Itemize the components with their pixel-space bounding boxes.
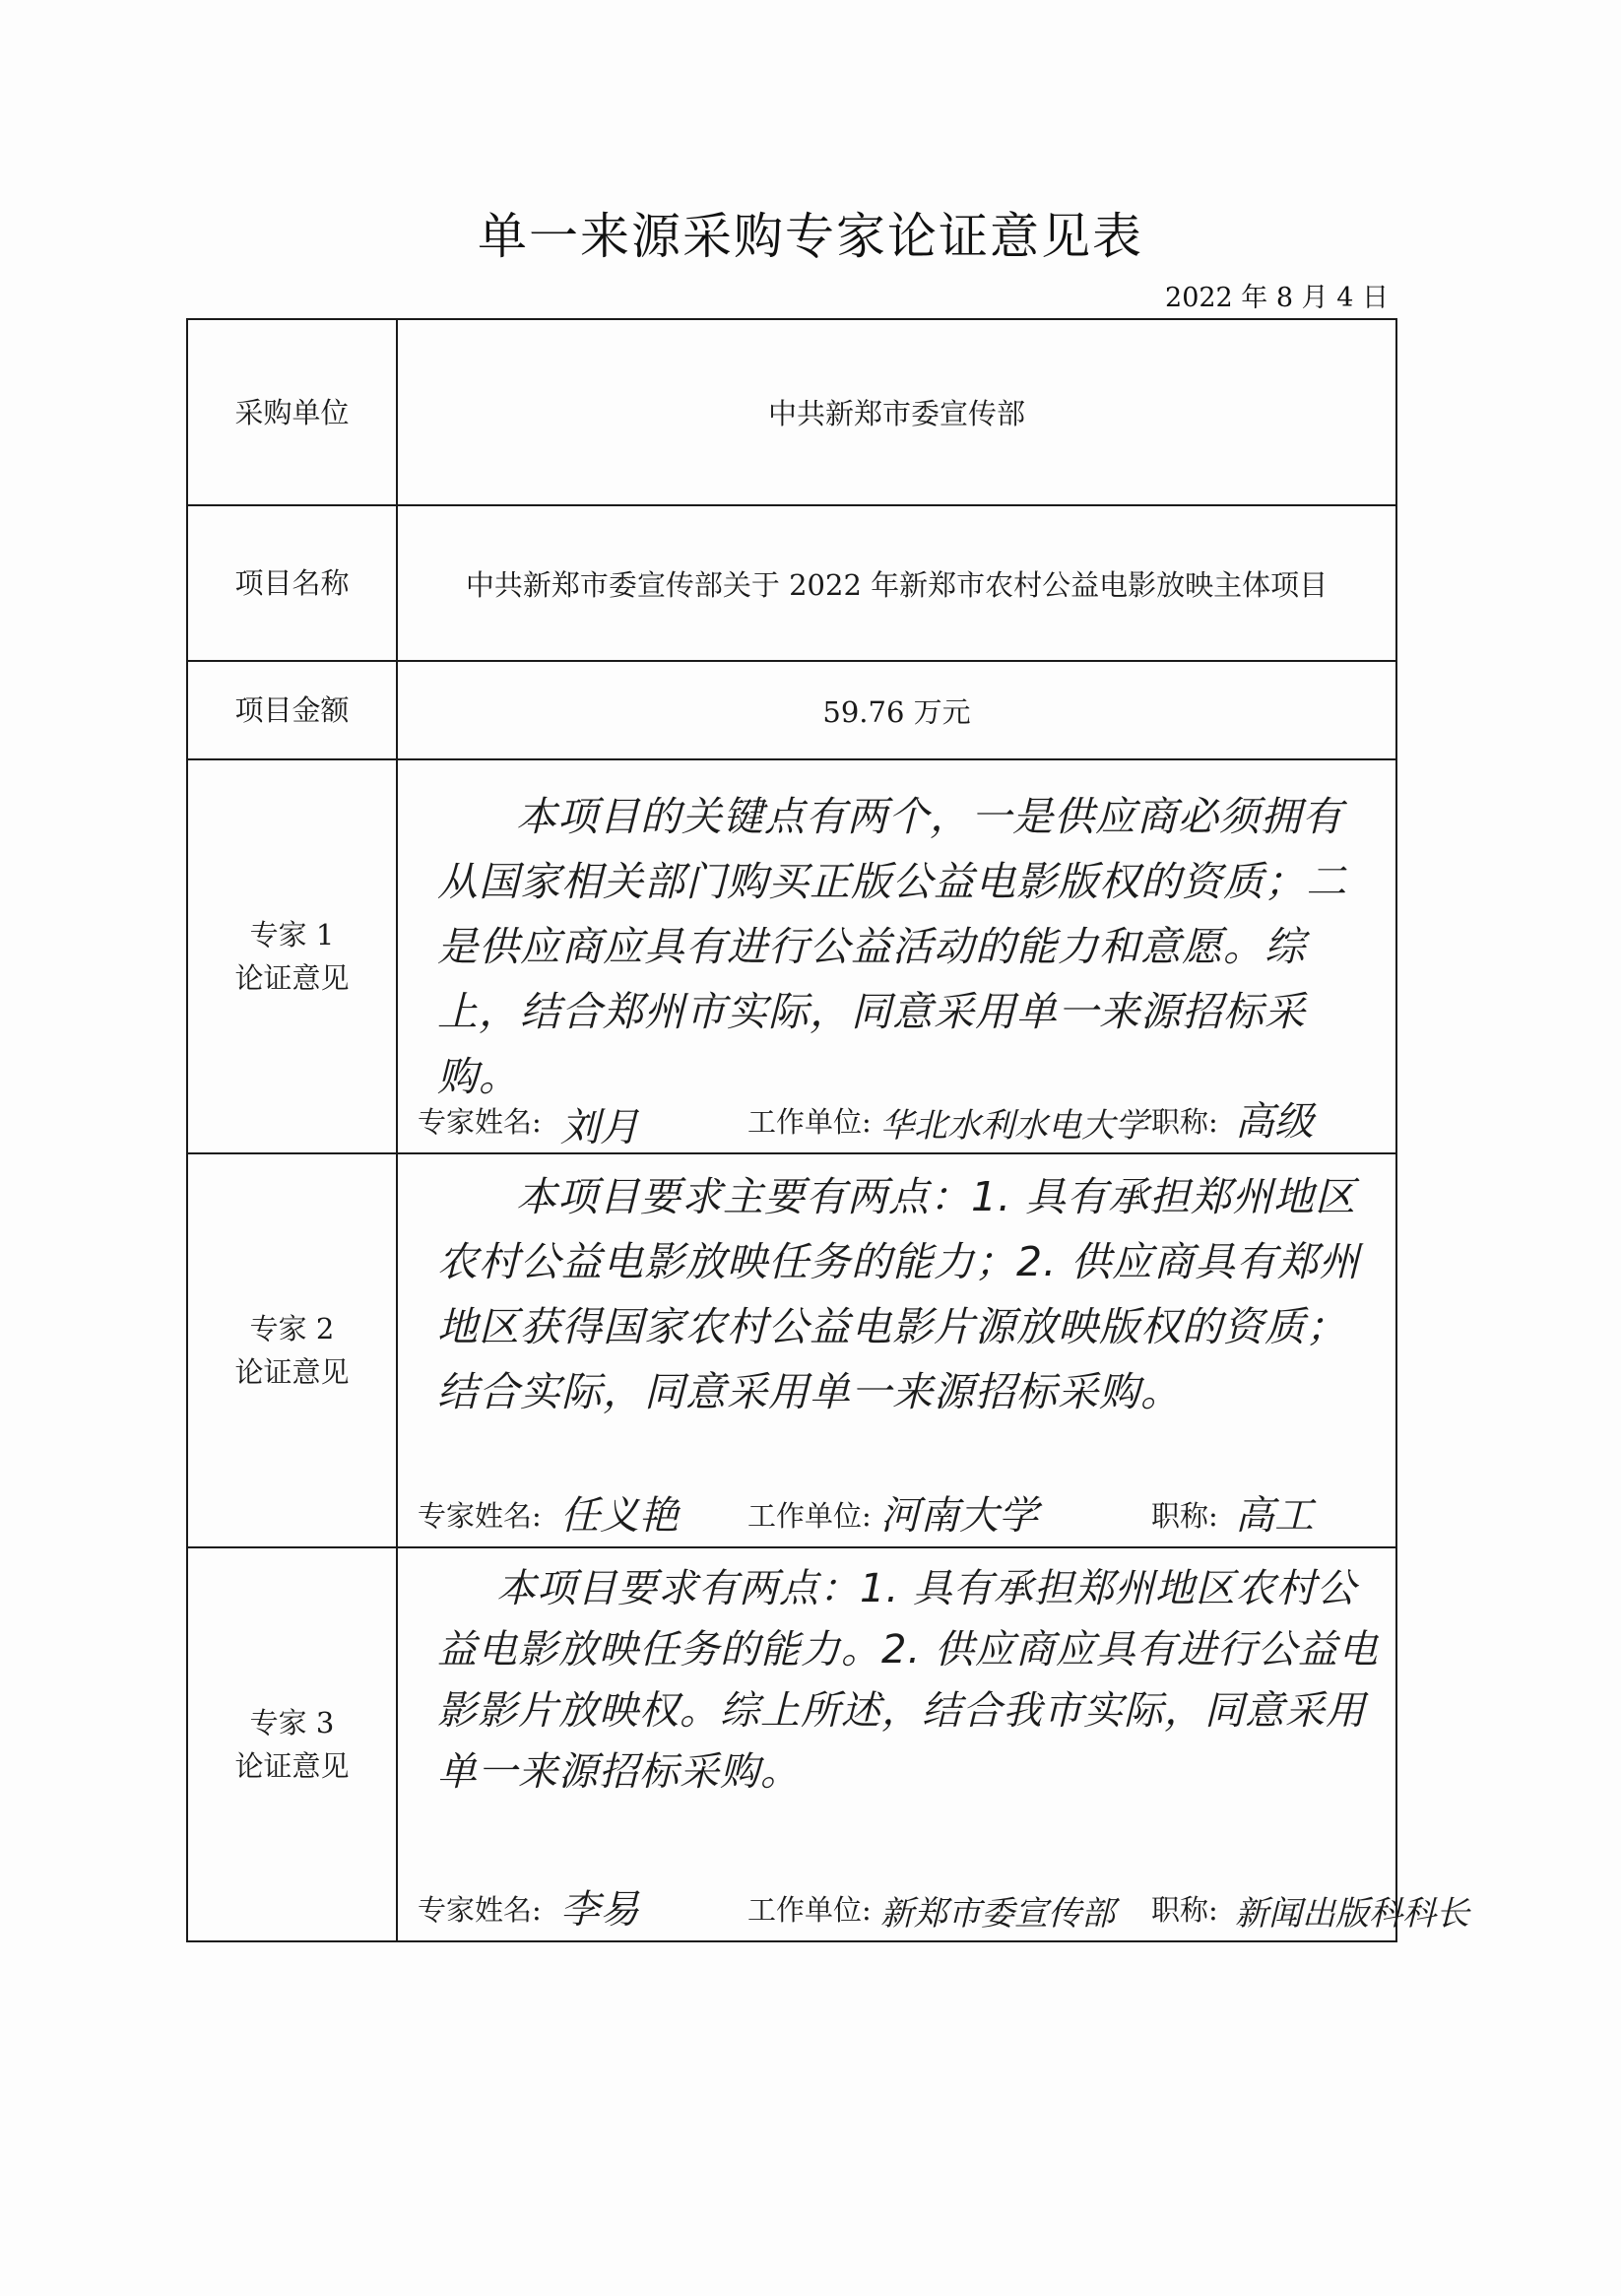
row-project-name <box>187 505 1396 661</box>
expert-2-unit-label: 工作单位: <box>747 1499 872 1533</box>
expert-2-label <box>187 1153 397 1547</box>
expert-1-name-label: 专家姓名: <box>418 1105 542 1139</box>
expert-2-name-label: 专家姓名: <box>418 1499 542 1533</box>
project-amount-value: 59.76 万元 <box>397 661 1396 759</box>
expert-3-unit: 新郑市委宣传部 <box>880 1894 1115 1934</box>
expert-2-signature-line <box>418 1487 1395 1546</box>
expert-3-name: 李易 <box>560 1887 639 1933</box>
project-name-value: 中共新郑市委宣传部关于 2022 年新郑市农村公益电影放映主体项目 <box>397 505 1396 661</box>
expert-3-unit-label: 工作单位: <box>747 1893 872 1927</box>
document-date: 2022 年 8 月 4 日 <box>1165 283 1389 313</box>
row-procurement-unit <box>187 319 1396 505</box>
expert-3-title-label: 职称: <box>1151 1893 1218 1927</box>
row-expert-2 <box>187 1153 1396 1547</box>
expert-2-opinion-heading: 论证意见 <box>234 1355 350 1389</box>
expert-2-name: 任义艳 <box>560 1493 679 1539</box>
expert-3-opinion-heading: 论证意见 <box>234 1749 350 1783</box>
expert-1-opinion-cell <box>397 759 1396 1153</box>
expert-1-signature-line <box>418 1093 1395 1152</box>
procurement-unit-value: 中共新郑市委宣传部 <box>397 319 1396 505</box>
expert-3-name-label: 专家姓名: <box>418 1893 542 1927</box>
expert-1-label <box>187 759 397 1153</box>
expert-1-opinion-text: 本项目的关键点有两个，一是供应商必须拥有从国家相关部门购买正版公益电影版权的资质；二是供应商应具有进行公益活动的能力和意愿。综上，结合郑州市实际，同意采用单一来源招标采购。 <box>437 793 1347 1100</box>
project-amount-label: 项目金额 <box>187 661 397 759</box>
expert-1-name: 刘月 <box>560 1105 639 1150</box>
row-project-amount <box>187 661 1396 759</box>
expert-2-number: 专家 2 <box>249 1312 335 1345</box>
expert-3-title: 新闻出版科科长 <box>1235 1894 1469 1934</box>
expert-2-opinion-text: 本项目要求主要有两点：1. 具有承担郑州地区农村公益电影放映任务的能力；2. 供应商具有郑州地区获得国家农村公益电影片源放映版权的资质；结合实际，同意采用单一来源招标采购。 <box>437 1173 1361 1415</box>
row-expert-3 <box>187 1547 1396 1941</box>
expert-3-number: 专家 3 <box>249 1706 335 1739</box>
procurement-unit-label: 采购单位 <box>187 319 397 505</box>
expert-3-opinion-cell <box>397 1547 1469 1941</box>
expert-1-title: 高级 <box>1235 1099 1314 1145</box>
expert-2-title: 高工 <box>1235 1493 1314 1539</box>
expert-1-opinion-heading: 论证意见 <box>234 961 350 995</box>
expert-1-unit: 华北水利水电大学 <box>880 1106 1148 1146</box>
project-name-label: 项目名称 <box>187 505 397 661</box>
expert-3-signature-line <box>418 1881 1469 1940</box>
row-expert-1 <box>187 759 1396 1153</box>
expert-2-opinion-cell <box>397 1153 1396 1547</box>
expert-3-opinion-text: 本项目要求有两点：1. 具有承担郑州地区农村公益电影放映任务的能力。2. 供应商应具有进行公益电影影片放映权。综上所述，结合我市实际，同意采用单一来源招标采购。 <box>437 1566 1379 1795</box>
expert-3-label <box>187 1547 397 1941</box>
expert-1-title-label: 职称: <box>1151 1105 1218 1139</box>
expert-1-number: 专家 1 <box>249 918 335 951</box>
page-title: 单一来源采购专家论证意见表 <box>478 208 1143 265</box>
expert-2-unit: 河南大学 <box>880 1493 1038 1539</box>
expert-2-title-label: 职称: <box>1151 1499 1218 1533</box>
expert-1-unit-label: 工作单位: <box>747 1105 872 1139</box>
opinion-form-table <box>186 318 1469 1942</box>
